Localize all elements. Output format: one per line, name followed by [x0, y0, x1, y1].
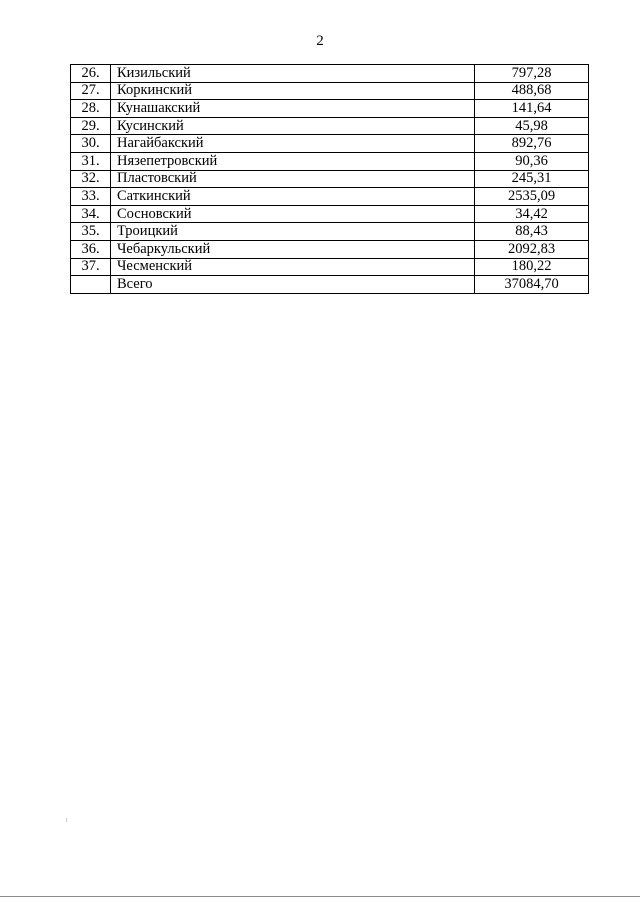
table-body	[71, 65, 589, 294]
table-row	[71, 240, 589, 258]
table-row	[71, 152, 589, 170]
table-row	[71, 223, 589, 241]
total-number	[71, 276, 111, 294]
amount-value: 180,22	[475, 258, 589, 276]
amount-value: 90,36	[475, 152, 589, 170]
row-number: 36.	[71, 240, 111, 258]
amount-value: 88,43	[475, 223, 589, 241]
amount-value: 141,64	[475, 100, 589, 118]
district-name: Нязепетровский	[111, 152, 475, 170]
amount-value: 245,31	[475, 170, 589, 188]
district-name: Чебаркульский	[111, 240, 475, 258]
district-name: Кусинский	[111, 117, 475, 135]
row-number: 37.	[71, 258, 111, 276]
total-label: Всего	[111, 276, 475, 294]
row-number: 35.	[71, 223, 111, 241]
row-number: 31.	[71, 152, 111, 170]
district-name: Сосновский	[111, 205, 475, 223]
table-row	[71, 82, 589, 100]
district-name: Троицкий	[111, 223, 475, 241]
table-row	[71, 135, 589, 153]
district-name: Кунашакский	[111, 100, 475, 118]
table-row	[71, 188, 589, 206]
table-row	[71, 205, 589, 223]
scan-speck	[66, 818, 67, 822]
amount-value: 2535,09	[475, 188, 589, 206]
table-row	[71, 117, 589, 135]
row-number: 26.	[71, 65, 111, 83]
row-number: 28.	[71, 100, 111, 118]
table-row	[71, 65, 589, 83]
bottom-scan-edge	[0, 896, 640, 897]
table-row	[71, 100, 589, 118]
allocation-table	[70, 64, 589, 294]
amount-value: 797,28	[475, 65, 589, 83]
row-number: 29.	[71, 117, 111, 135]
district-name: Пластовский	[111, 170, 475, 188]
row-number: 30.	[71, 135, 111, 153]
district-name: Чесменский	[111, 258, 475, 276]
row-number: 27.	[71, 82, 111, 100]
amount-value: 45,98	[475, 117, 589, 135]
row-number: 33.	[71, 188, 111, 206]
amount-value: 34,42	[475, 205, 589, 223]
row-number: 32.	[71, 170, 111, 188]
amount-value: 2092,83	[475, 240, 589, 258]
district-name: Саткинский	[111, 188, 475, 206]
page-number: 2	[316, 33, 324, 49]
amount-value: 892,76	[475, 135, 589, 153]
table-row	[71, 170, 589, 188]
district-name: Нагайбакский	[111, 135, 475, 153]
amount-value: 488,68	[475, 82, 589, 100]
district-name: Кизильский	[111, 65, 475, 83]
table-row	[71, 258, 589, 276]
district-name: Коркинский	[111, 82, 475, 100]
total-row	[71, 276, 589, 294]
total-value: 37084,70	[475, 276, 589, 294]
row-number: 34.	[71, 205, 111, 223]
